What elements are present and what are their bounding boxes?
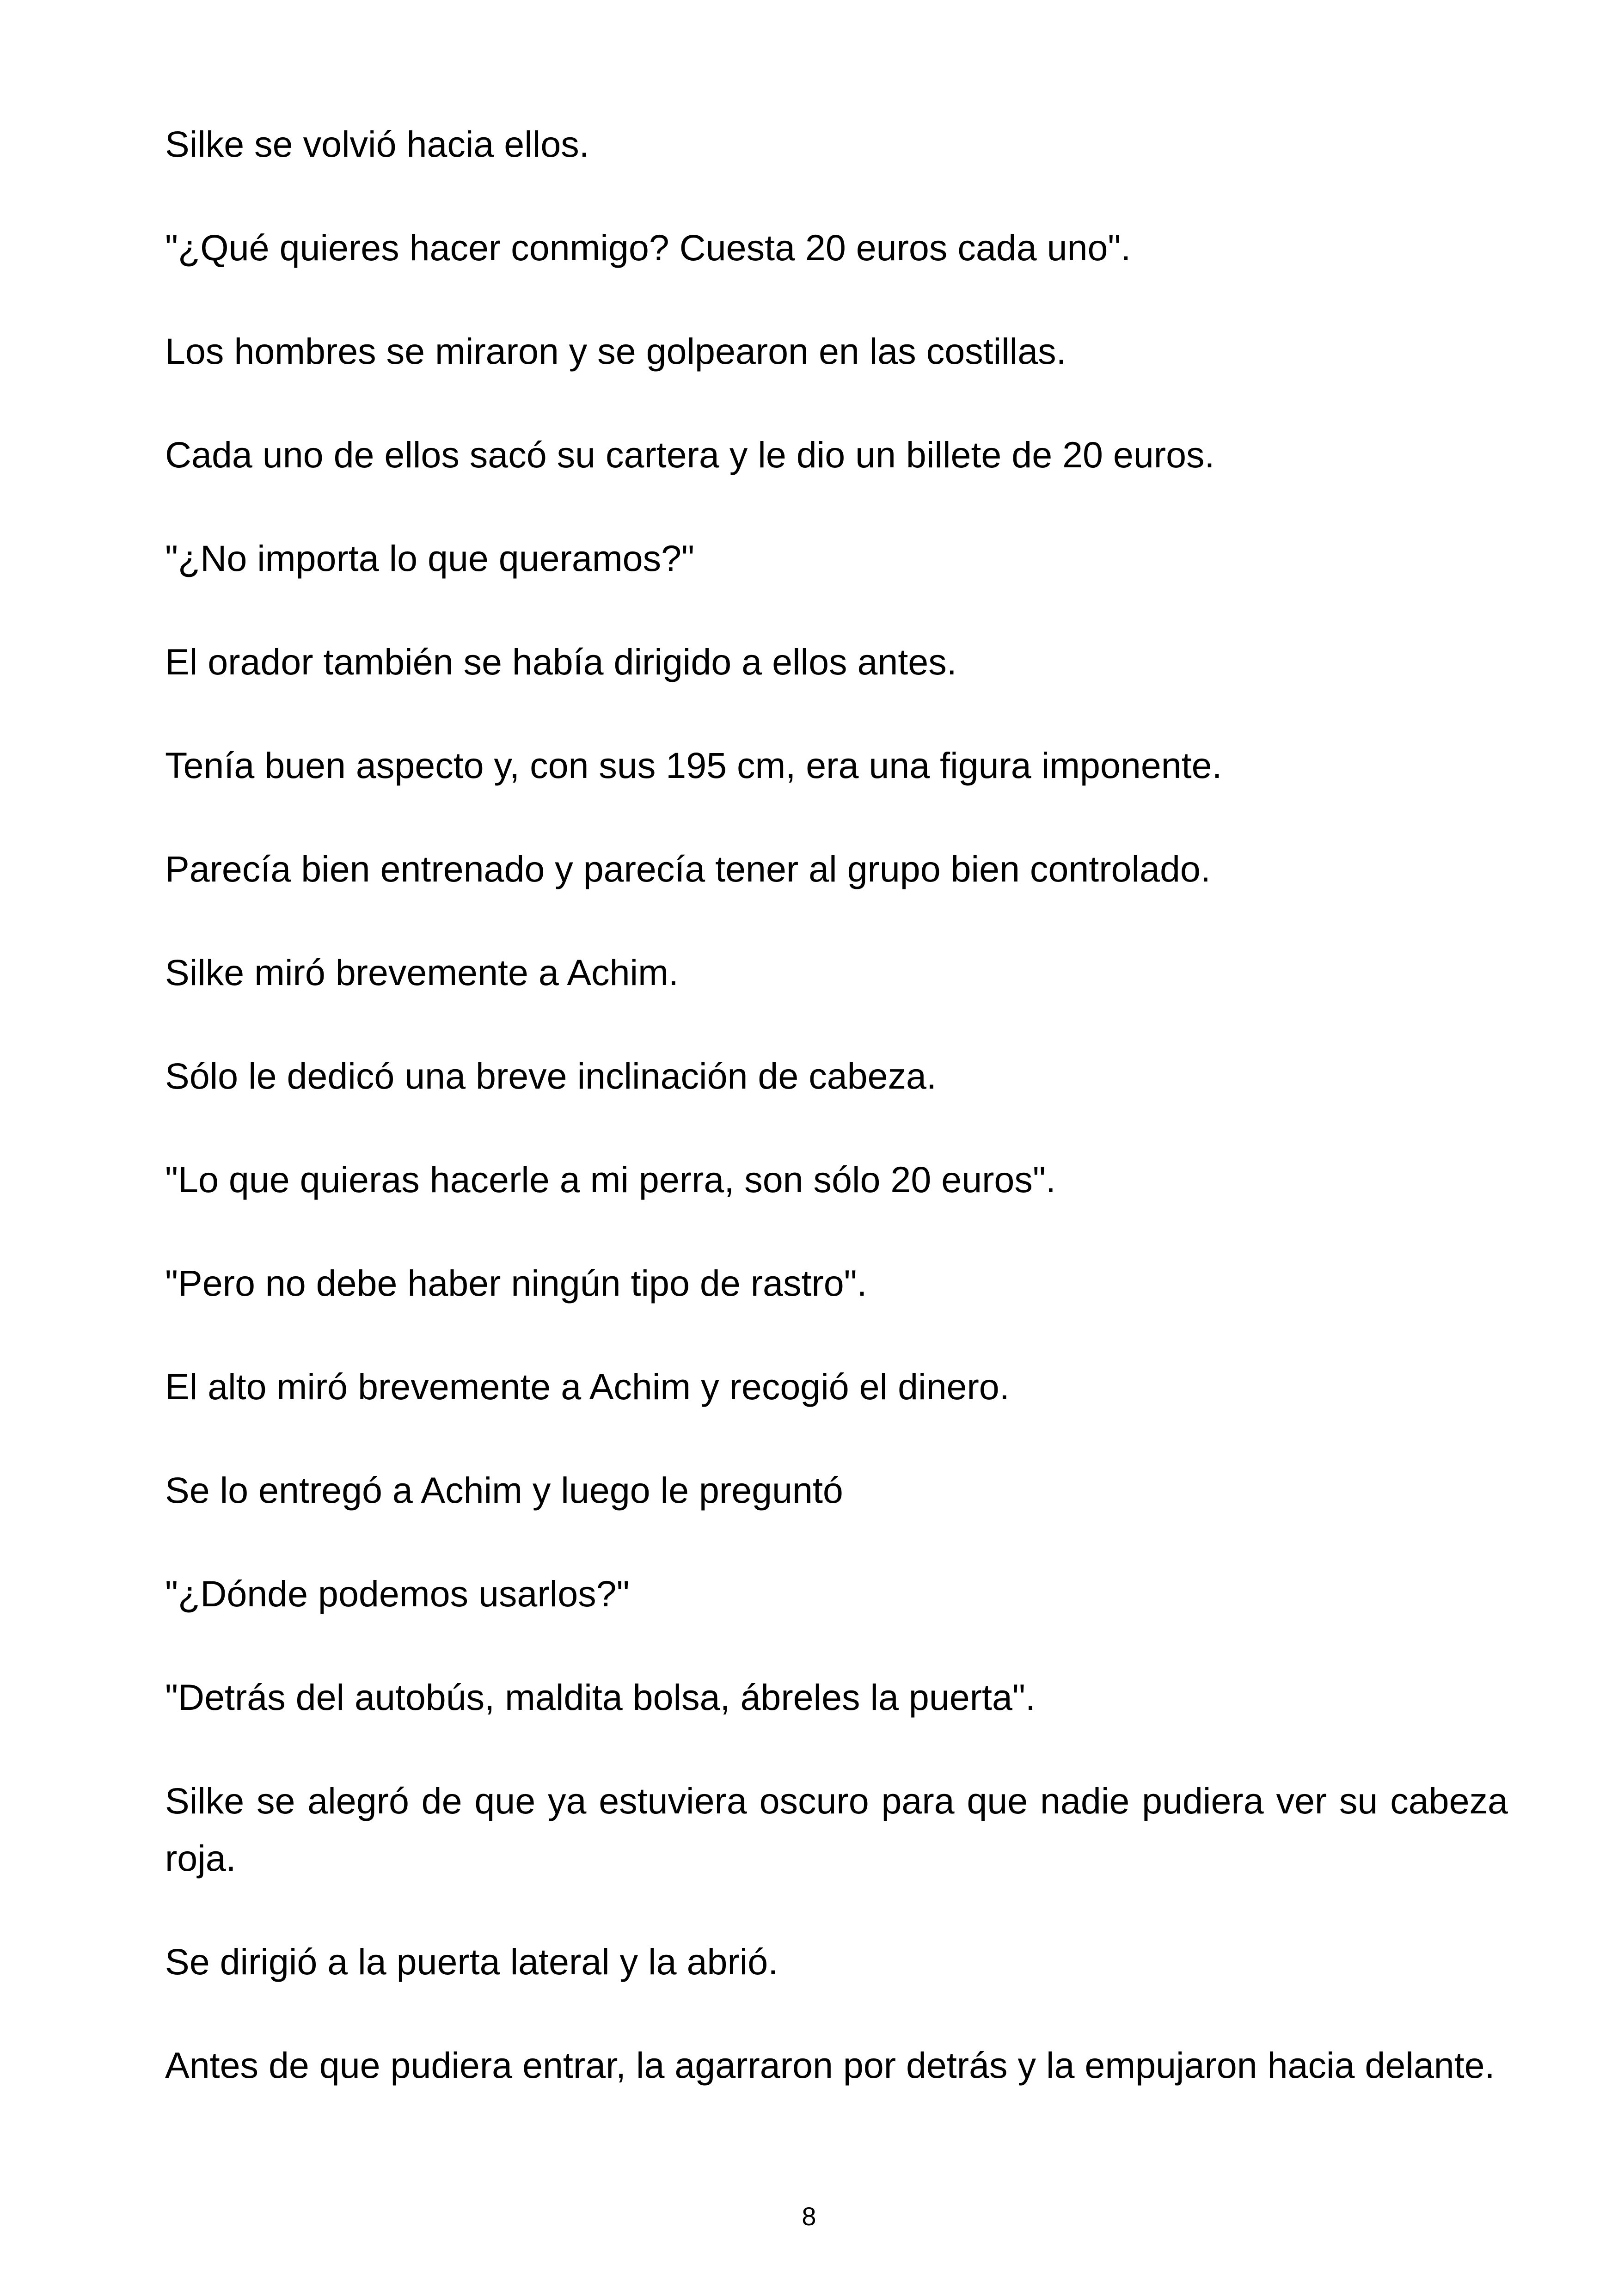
body-text [165,116,1508,2140]
paragraph: "¿Dónde podemos usarlos?" [165,1573,630,1614]
paragraph: "Lo que quieras hacerle a mi perra, son sólo 20 euros". [165,1159,1056,1200]
paragraph: Sólo le dedicó una breve inclinación de cabeza. [165,1055,937,1096]
paragraph: Cada uno de ellos sacó su cartera y le dio un billete de 20 euros. [165,434,1215,475]
paragraph: El orador también se había dirigido a ellos antes. [165,641,957,682]
paragraph: Los hombres se miraron y se golpearon en las costillas. [165,331,1066,372]
paragraph: Antes de que pudiera entrar, la agarraron por detrás y la empujaron hacia delante. [165,2045,1495,2086]
paragraph: Silke se volvió hacia ellos. [165,123,589,165]
paragraph: Se lo entregó a Achim y luego le preguntó [165,1469,843,1511]
paragraph: "¿Qué quieres hacer conmigo? Cuesta 20 euros cada uno". [165,227,1131,268]
paragraph: Silke miró brevemente a Achim. [165,952,679,993]
paragraph: "¿No importa lo que queramos?" [165,538,695,579]
paragraph: El alto miró brevemente a Achim y recogió el dinero. [165,1366,1010,1407]
paragraph: "Pero no debe haber ningún tipo de rastro". [165,1262,867,1304]
paragraph: Se dirigió a la puerta lateral y la abrió. [165,1941,778,1982]
paragraph: Silke se alegró de que ya estuviera oscuro para que nadie pudiera ver su cabeza roja. [165,1780,1508,1879]
paragraph: Tenía buen aspecto y, con sus 195 cm, era una figura imponente. [165,745,1222,786]
page-number: 8 [802,2202,816,2231]
paragraph: "Detrás del autobús, maldita bolsa, ábreles la puerta". [165,1677,1036,1718]
paragraph: Parecía bien entrenado y parecía tener al grupo bien controlado. [165,848,1211,889]
